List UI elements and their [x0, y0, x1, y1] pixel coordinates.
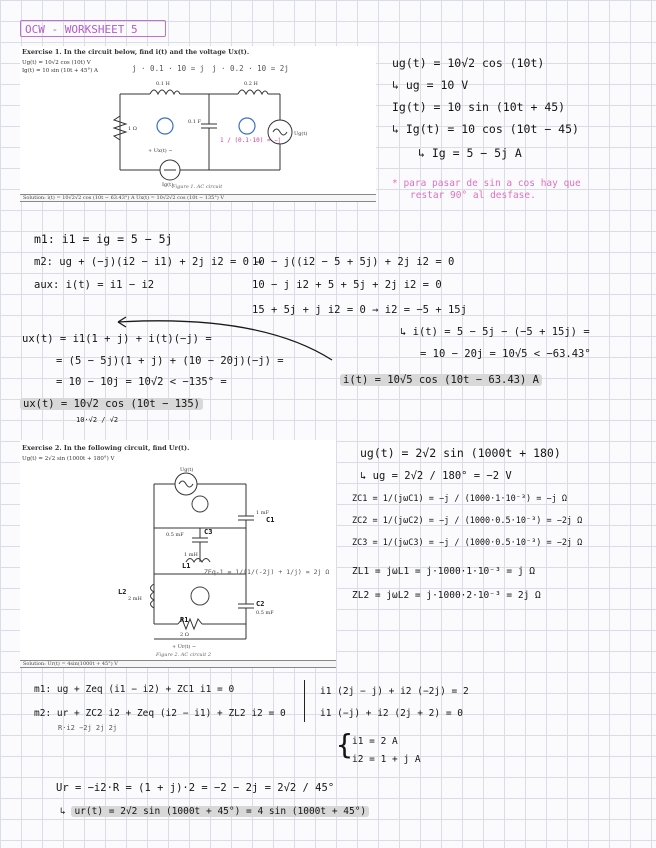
- exercise2-label-c3v: 0.5 mF: [166, 532, 184, 538]
- ex1-mesh-right-2: 15 + 5j + j i2 = 0 → i2 = −5 + 15j: [252, 304, 467, 316]
- ex1-ux-small-fraction: 10·√2 / √2: [76, 416, 119, 424]
- ex2-mesh-m1: m1: ug + Zeq (i1 − i2) + ZC1 i1 = 0: [34, 684, 235, 695]
- ex2-brace: {: [336, 728, 353, 761]
- ex2-note-zc3: ZC3 = 1/(jωC3) = −j / (1000·0.5·10⁻³) = −2j Ω: [352, 538, 583, 548]
- ex1-ux-line-0: ux(t) = i1(1 + j) + i(t)(−j) =: [22, 333, 212, 345]
- exercise2-solution-bar: Solution: Ur(t) = 4sin(1000t + 45°) V: [20, 660, 336, 668]
- exercise2-label-ug: Ug(t): [180, 467, 194, 473]
- ex1-note-ug-time: ug(t) = 10√2 cos (10t): [392, 56, 545, 70]
- exercise2-figure-caption: Figure 2. AC circuit 2: [156, 652, 212, 658]
- ex1-pink-note-line1: * para pasar de sin a cos hay que: [392, 178, 581, 189]
- exercise2-label-c2: C2: [256, 600, 265, 608]
- exercise2-label-r1: R1: [180, 616, 189, 624]
- ex2-note-zl2: ZL2 = jωL2 = j·1000·2·10⁻³ = 2j Ω: [352, 590, 541, 601]
- exercise1-label-res: 1 Ω: [128, 126, 137, 132]
- ex2-note-ug-time: ug(t) = 2√2 sin (1000t + 180): [360, 446, 561, 460]
- ex2-note-zl1: ZL1 = jωL1 = j·1000·1·10⁻³ = j Ω: [352, 566, 536, 577]
- exercise2-heading: Exercise 2. In the following circuit, find Ur(t).: [22, 444, 190, 452]
- exercise1-given-ug: Ug(t) = 10√2 cos (10t) V: [22, 60, 91, 66]
- exercise2-label-ur: + Ur(t) −: [172, 644, 197, 650]
- ex2-system-0: i1 (2j − j) + i2 (−2j) = 2: [320, 686, 469, 697]
- exercise2-label-l1: L1: [182, 562, 191, 570]
- ex1-note-ig-phasor: ↳ Ig = 5 − 5j A: [418, 146, 522, 160]
- exercise1-label-cap: 0.1 F: [188, 119, 202, 125]
- exercise1-impedance-l1: j · 0.1 · 10 = j: [132, 64, 205, 73]
- ex2-system-1: i1 (−j) + i2 (2j + 2) = 0: [320, 708, 463, 719]
- ex1-mesh-right-0: 10 − j((i2 − 5 + 5j) + 2j i2 = 0: [252, 256, 455, 268]
- exercise1-cap-calc: 1 / (0.1·10) = −j: [220, 137, 282, 144]
- ex2-note-zc2: ZC2 = 1/(jωC2) = −j / (1000·0.5·10⁻³) = −2j Ω: [352, 516, 583, 526]
- exercise2-label-c1v: 1 mF: [256, 510, 269, 516]
- exercise2-paper: [20, 440, 336, 668]
- ex1-ux-result-highlight: ux(t) = 10√2 cos (10t − 135): [20, 398, 203, 410]
- exercise2-label-l1v: 1 mH: [184, 552, 198, 558]
- ex2-mesh-m2: m2: ur + ZC2 i2 + Zeq (i2 − i1) + ZL2 i2 = 0: [34, 708, 286, 719]
- exercise2-label-c2v: 0.5 mF: [256, 610, 274, 616]
- ex1-note-ug-phasor: ↳ ug = 10 V: [392, 78, 469, 92]
- page-title: OCW - WORKSHEET 5: [20, 20, 166, 37]
- ex1-pink-note-line2: restar 90° al desfase.: [410, 190, 536, 201]
- ex1-i-result-highlight: i(t) = 10√5 cos (10t − 63.43) A: [340, 374, 542, 386]
- exercise1-label-ug: Ug(t): [294, 131, 308, 137]
- exercise1-circuit-diagram: [110, 80, 310, 188]
- ex1-i-result: [340, 374, 542, 386]
- ex1-mesh-right-4: = 10 − 20j = 10√5 < −63.43°: [420, 348, 591, 360]
- exercise2-given: Ug(t) = 2√2 sin (1000t + 180°) V: [22, 456, 115, 462]
- ex2-note-ug-phasor: ↳ ug = 2√2 / 180° = −2 V: [360, 470, 512, 482]
- ex1-mesh-m2: m2: ug + (−j)(i2 − i1) + 2j i2 = 0 →: [34, 256, 262, 268]
- ex1-ux-line-2: = 10 − 10j = 10√2 < −135° =: [56, 376, 227, 388]
- exercise2-label-c1: C1: [266, 516, 275, 524]
- exercise2-label-l2: L2: [118, 588, 127, 596]
- ex2-solution-i1: i1 = 2 A: [352, 736, 398, 747]
- exercise1-impedance-l2: j · 0.2 · 10 = 2j: [212, 64, 289, 73]
- ex1-note-ig-cos: ↳ Ig(t) = 10 cos (10t − 45): [392, 122, 579, 136]
- ex1-mesh-aux: aux: i(t) = i1 − i2: [34, 279, 155, 291]
- ex2-ur-result-highlight: ur(t) = 2√2 sin (1000t + 45°) = 4 sin (1000t + 45°): [71, 806, 369, 817]
- ex2-note-zc1: ZC1 = 1/(jωC1) = −j / (1000·1·10⁻³) = −j Ω: [352, 494, 567, 504]
- exercise1-label-ig: Ig(t): [162, 182, 174, 188]
- ex1-ux-result: [20, 398, 203, 410]
- ex1-mesh-right-1: 10 − j i2 + 5 + 5j + 2j i2 = 0: [252, 279, 442, 291]
- exercise2-label-c3: C3: [204, 528, 213, 536]
- ex1-note-ig-time: Ig(t) = 10 sin (10t + 45): [392, 100, 566, 114]
- exercise1-figure-caption: Figure 1. AC circuit: [172, 184, 223, 190]
- exercise1-heading: Exercise 1. In the circuit below, find i(t) and the voltage Ux(t).: [22, 48, 250, 56]
- exercise2-annotation: ZEq-1 = 1/(1/(-2j) + 1/j) = 2j Ω: [204, 568, 330, 576]
- exercise2-label-l2v: 2 mH: [128, 596, 142, 602]
- exercise1-label-ux: + Ux(t) −: [148, 148, 173, 154]
- ex2-mesh-sub: R·i2 −2j 2j 2j: [58, 724, 118, 732]
- ex2-solution-i2: i2 = 1 + j A: [352, 754, 421, 765]
- exercise1-label-l2: 0.2 H: [244, 81, 258, 87]
- ex1-mesh-right-3: ↳ i(t) = 5 − 5j − (−5 + 15j) =: [400, 326, 590, 338]
- ex2-divider: [304, 680, 305, 722]
- exercise2-label-r1v: 2 Ω: [180, 632, 189, 638]
- exercise2-circuit-diagram: [116, 464, 316, 650]
- exercise1-label-l1: 0.1 H: [156, 81, 170, 87]
- exercise1-solution-bar: Solution: i(t) = 10√2√2 cos (10t − 63.43°) A Ux(t) = 10√2√2 cos (10t − 135°) V: [20, 194, 376, 202]
- exercise1-given-ig: Ig(t) = 10 sin (10t + 45°) A: [22, 68, 98, 74]
- ex2-ur-result: ↳ ur(t) = 2√2 sin (1000t + 45°) = 4 sin (1000t + 45°): [60, 806, 369, 817]
- ex1-ux-line-1: = (5 − 5j)(1 + j) + (10 − 20j)(−j) =: [56, 355, 284, 367]
- ex2-ur-line: Ur = −i2·R = (1 + j)·2 = −2 − 2j = 2√2 / 45°: [56, 782, 335, 794]
- ex1-mesh-m1: m1: i1 = ig = 5 − 5j: [34, 232, 173, 246]
- exercise1-paper: [20, 46, 376, 202]
